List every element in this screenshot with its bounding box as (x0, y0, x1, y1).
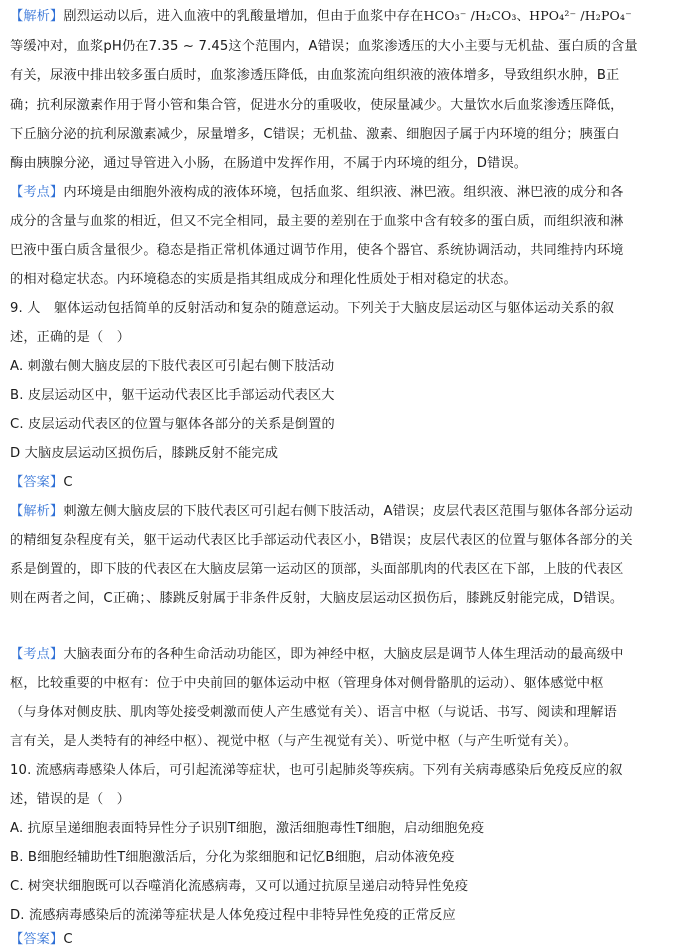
q9-analysis-line-1 (10, 502, 686, 522)
points-tag: 【考点】 (10, 647, 64, 662)
points-line-4: 的相对稳定状态。内环境稳态的实质是指其组成成分和理化性质处于相对稳定的状态。 (10, 272, 517, 287)
q9-points-line-3: （与身体对侧皮肤、肌肉等处接受刺激而使人产生感觉有关）、语言中枢（与说话、书写、阅读和理解语 (10, 705, 617, 720)
q9-answer-line (10, 473, 686, 493)
buffer-formula: HCO₃⁻ /H₂CO₃、HPO₄²⁻ /H₂PO₄⁻ (423, 8, 632, 23)
analysis-tag: 【解析】 (10, 504, 64, 519)
q10-option-c: C. 树突状细胞既可以吞噬消化流感病毒，又可以通过抗原呈递启动特异性免疫 (10, 879, 469, 894)
q9-answer-value: C (63, 475, 73, 490)
q9-option-d: D 大脑皮层运动区损伤后，膝跳反射不能完成 (10, 446, 279, 461)
analysis-line-5: 下丘脑分泌的抗利尿激素减少，尿量增多，C错误；无机盐、激素、细胞因子属于内环境的组分；胰蛋白 (10, 127, 620, 142)
analysis-line-1 (10, 6, 686, 26)
answer-tag: 【答案】 (10, 475, 64, 490)
q9-stem-line-1: 9. 人 躯体运动包括简单的反射活动和复杂的随意运动。下列关于大脑皮层运动区与躯体运动关系的叙 (10, 301, 615, 316)
q9-option-a: A. 刺激右侧大脑皮层的下肢代表区可引起右侧下肢活动 (10, 359, 335, 374)
q9-option-b: B. 皮层运动区中，躯干运动代表区比手部运动代表区大 (10, 388, 335, 403)
q9-points-text: 大脑表面分布的各种生命活动功能区，即为神经中枢，大脑皮层是调节人体生理活动的最高级中 (63, 647, 624, 662)
q9-analysis-line-2: 的精细复杂程度有关，躯干运动代表区比手部运动代表区小，B错误；皮层代表区的位置与躯体各部分的关 (10, 533, 633, 548)
q9-stem-line-2: 述，正确的是（ ） (10, 330, 131, 345)
q10-stem-line-1: 10. 流感病毒感染人体后，可引起流涕等症状，也可引起肺炎等疾病。下列有关病毒感染后免疫反应的叙 (10, 763, 623, 778)
points-line-3: 巴液中蛋白质含量很少。稳态是指正常机体通过调节作用，使各个器官、系统协调活动，共同维持内环境 (10, 243, 624, 258)
q9-analysis-line-4: 则在两者之间，C正确；、膝跳反射属于非条件反射，大脑皮层运动区损伤后，膝跳反射能完成，D错误。 (10, 591, 624, 606)
q9-analysis-line-3: 系是倒置的，即下肢的代表区在大脑皮层第一运动区的顶部，头面部肌肉的代表区在下部，上肢的代表区 (10, 562, 624, 577)
q10-option-b: B. B细胞经辅助性T细胞激活后，分化为浆细胞和记忆B细胞，启动体液免疫 (10, 850, 455, 865)
q9-points-line-4: 言有关，是人类特有的神经中枢）、视觉中枢（与产生视觉有关）、听觉中枢（与产生听觉有关）。 (10, 734, 578, 749)
answer-tag: 【答案】 (10, 932, 64, 947)
q10-answer-value: C (63, 932, 73, 947)
analysis-line-2: 等缓冲对，血浆pH仍在7.35 ~ 7.45这个范围内，A错误；血浆渗透压的大小主要与无机盐、蛋白质的含量 (10, 39, 638, 54)
analysis-text: 剧烈运动以后，进入血液中的乳酸量增加，但由于血浆中存在 (63, 9, 424, 24)
analysis-line-4: 确；抗利尿激素作用于肾小管和集合管，促进水分的重吸收，使尿量减少。大量饮水后血浆渗透压降低， (10, 98, 624, 113)
q10-option-a: A. 抗原呈递细胞表面特异性分子识别T细胞，激活细胞毒性T细胞，启动细胞免疫 (10, 821, 485, 836)
q9-analysis-text: 刺激左侧大脑皮层的下肢代表区可引起右侧下肢活动，A错误；皮层代表区范围与躯体各部分运动 (63, 504, 633, 519)
points-tag: 【考点】 (10, 185, 64, 200)
points-line-1 (10, 183, 686, 203)
q10-answer-line (10, 930, 686, 950)
analysis-line-3: 有关，尿液中排出较多蛋白质时，血浆渗透压降低，由血浆流向组织液的液体增多，导致组织水肿，B正 (10, 68, 620, 83)
analysis-line-6: 酶由胰腺分泌，通过导管进入小肠，在肠道中发挥作用，不属于内环境的组分，D错误。 (10, 156, 528, 171)
analysis-tag: 【解析】 (10, 9, 64, 24)
q9-option-c: C. 皮层运动代表区的位置与躯体各部分的关系是倒置的 (10, 417, 335, 432)
points-text: 内环境是由细胞外液构成的液体环境，包括血浆、组织液、淋巴液。组织液、淋巴液的成分和各 (63, 185, 624, 200)
q10-stem-line-2: 述，错误的是（ ） (10, 792, 131, 807)
points-line-2: 成分的含量与血浆的相近，但又不完全相同，最主要的差别在于血浆中含有较多的蛋白质，而组织液和淋 (10, 214, 624, 229)
q10-option-d: D. 流感病毒感染后的流涕等症状是人体免疫过程中非特异性免疫的正常反应 (10, 908, 456, 923)
q9-points-line-1 (10, 645, 686, 665)
q9-points-line-2: 枢，比较重要的中枢有：位于中央前回的躯体运动中枢（管理身体对侧骨骼肌的运动）、躯体感觉中枢 (10, 676, 604, 691)
